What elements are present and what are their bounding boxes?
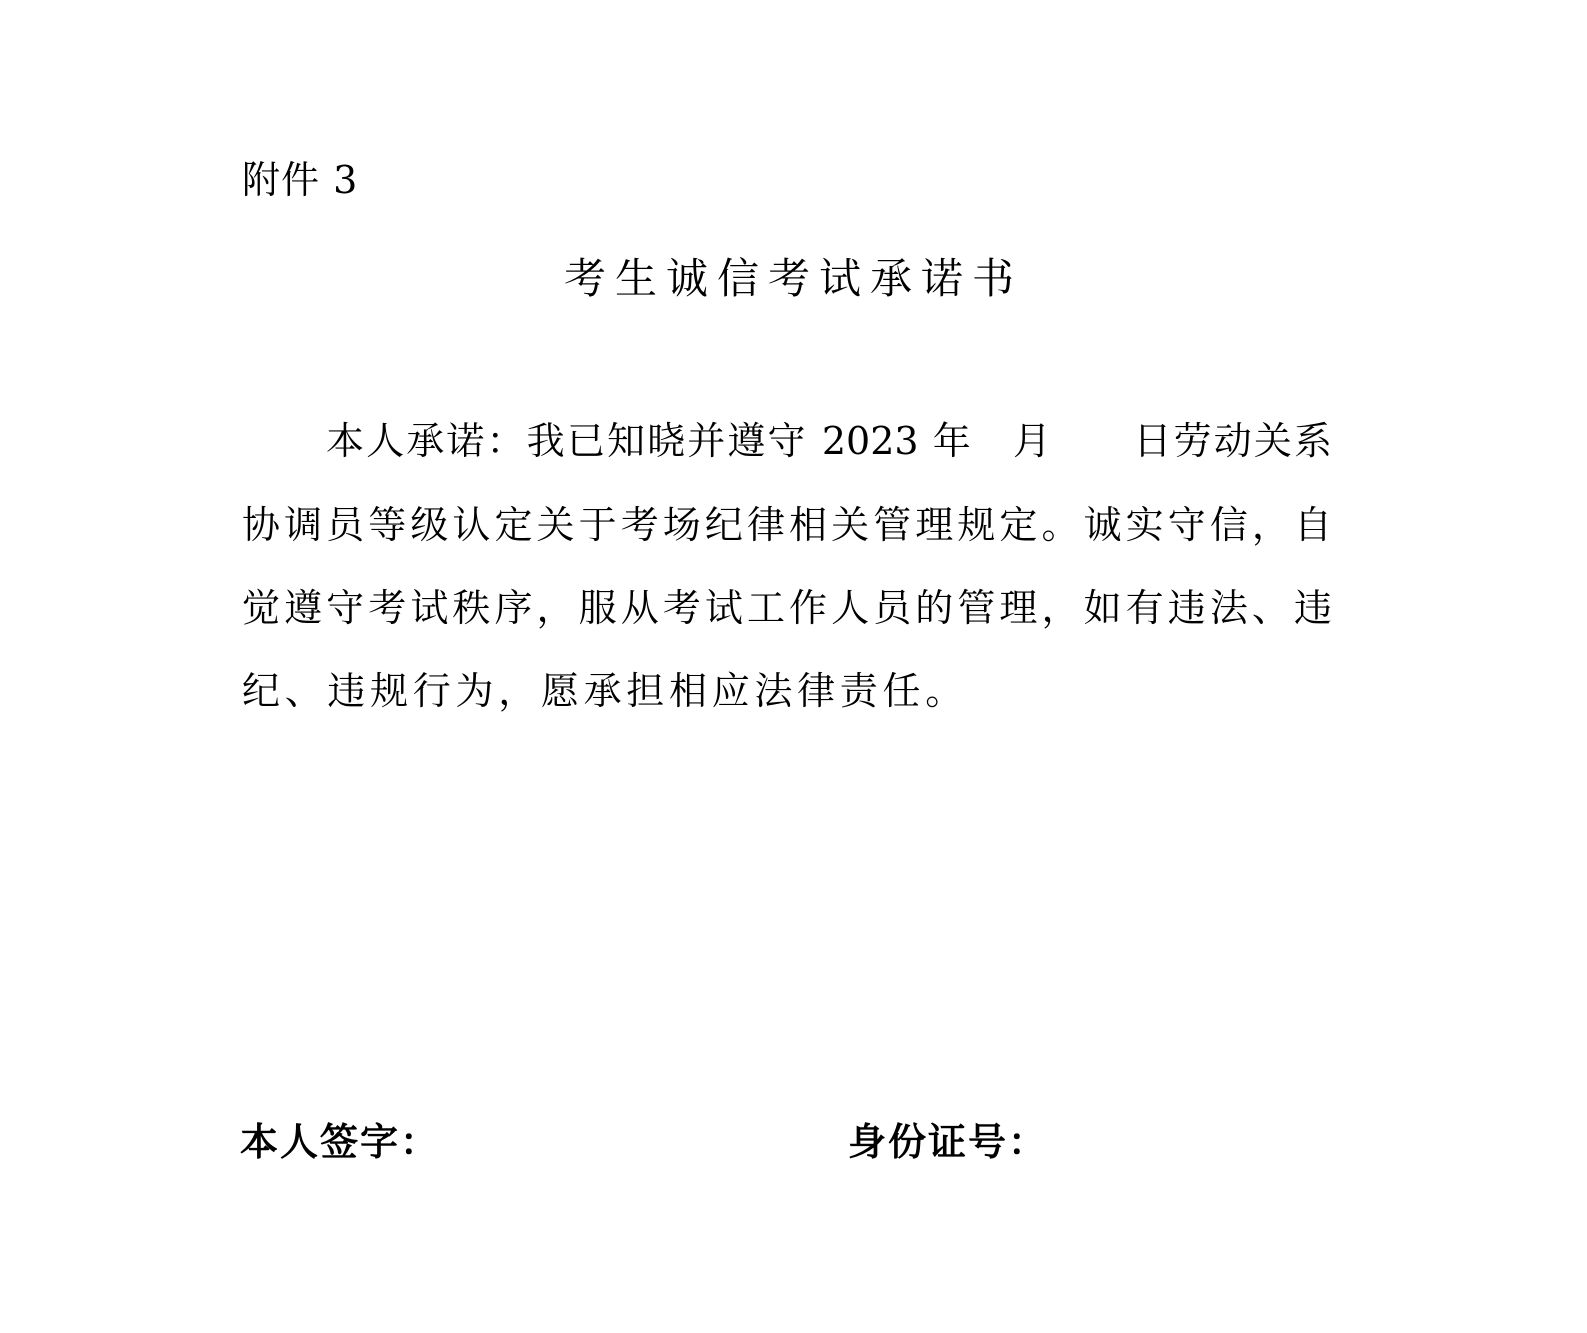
pledge-text-line-3: 觉遵守考试秩序，服从考试工作人员的管理，如有违法、违 <box>242 586 1332 630</box>
pledge-text-line-2: 协调员等级认定关于考场纪律相关管理规定。诚实守信，自 <box>242 503 1332 547</box>
attachment-label: 附件 3 <box>242 158 359 202</box>
pledge-text-line-4: 纪、违规行为，愿承担相应法律责任。 <box>242 669 968 713</box>
pledge-text-line-1: 本人承诺：我已知晓并遵守 2023 年 月 日劳动关系 <box>326 419 1332 463</box>
id-number-label: 身份证号： <box>848 1120 1049 1164</box>
signature-label: 本人签字： <box>240 1120 441 1164</box>
document-title: 考生诚信考试承诺书 <box>563 254 1023 303</box>
